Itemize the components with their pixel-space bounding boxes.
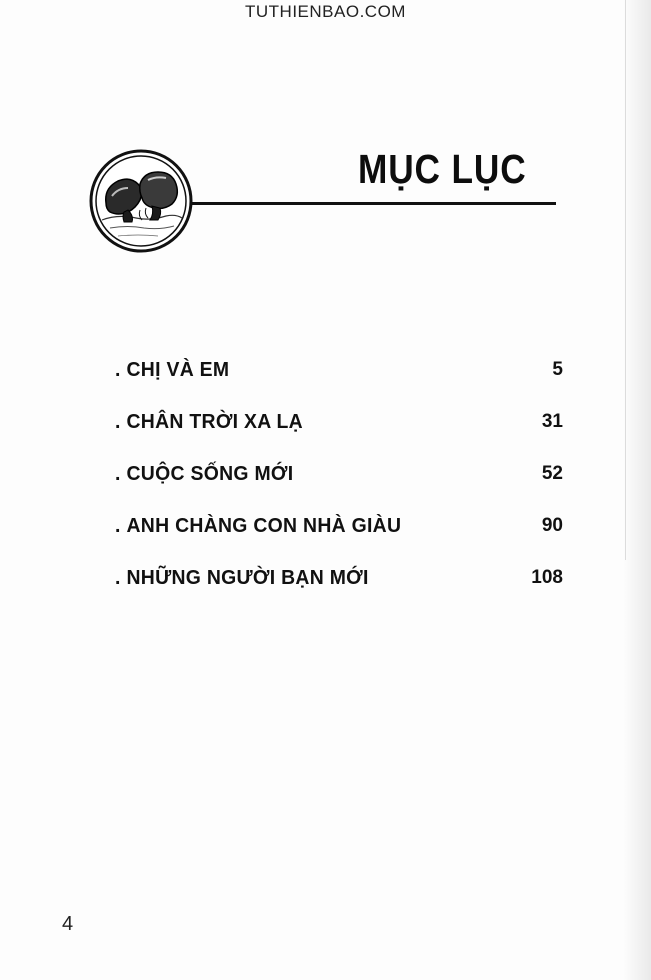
toc-entry[interactable] bbox=[115, 500, 565, 552]
toc-entry-label: . NHỮNG NGƯỜI BẠN MỚI bbox=[115, 566, 369, 589]
toc-entry[interactable] bbox=[115, 448, 565, 500]
page-title: MỤC LỤC bbox=[358, 146, 527, 192]
toc-entry-page: 52 bbox=[541, 463, 563, 484]
toc-entry[interactable] bbox=[115, 344, 565, 396]
toc-entry[interactable] bbox=[115, 552, 565, 604]
table-of-contents bbox=[115, 344, 565, 604]
toc-entry-title: CHÂN TRỜI XA LẠ bbox=[126, 410, 303, 433]
toc-entry-label: . CHỊ VÀ EM bbox=[115, 358, 230, 381]
toc-entry-title: ANH CHÀNG CON NHÀ GIÀU bbox=[126, 514, 402, 537]
scan-line bbox=[625, 0, 626, 560]
toc-entry-page: 108 bbox=[531, 567, 563, 588]
toc-entry-page: 90 bbox=[541, 515, 563, 536]
scan-shadow bbox=[623, 0, 651, 980]
site-watermark: TUTHIENBAO.COM bbox=[245, 2, 406, 21]
title-underline bbox=[192, 202, 556, 205]
toc-entry-page: 5 bbox=[552, 359, 563, 380]
boxing-gloves-icon bbox=[88, 148, 194, 254]
toc-entry-title: CUỘC SỐNG MỚI bbox=[126, 462, 294, 485]
toc-entry-title: NHỮNG NGƯỜI BẠN MỚI bbox=[126, 566, 369, 589]
toc-entry-page: 31 bbox=[541, 411, 563, 432]
page-number: 4 bbox=[62, 913, 74, 935]
toc-entry-label: . ANH CHÀNG CON NHÀ GIÀU bbox=[115, 514, 402, 537]
toc-entry-title: CHỊ VÀ EM bbox=[126, 358, 230, 381]
toc-entry-label: . CHÂN TRỜI XA LẠ bbox=[115, 410, 303, 433]
toc-entry-label: . CUỘC SỐNG MỚI bbox=[115, 462, 294, 485]
toc-entry[interactable] bbox=[115, 396, 565, 448]
